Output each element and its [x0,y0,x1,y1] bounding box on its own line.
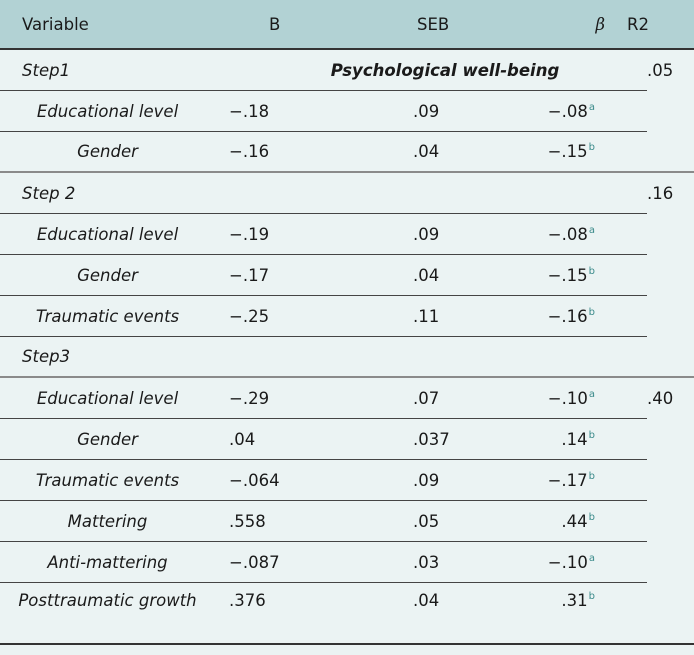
r2-cell [647,501,694,542]
table-row [0,419,694,460]
table-row-main [0,296,647,337]
table-row [0,583,694,645]
table-header [0,0,694,50]
step-label: Step3 [22,347,71,366]
step-row-main [0,337,647,376]
r2-cell [647,542,694,583]
r2-cell: .16 [647,184,674,203]
b-value: −.16 [229,142,270,161]
header-variable: Variable [22,14,89,34]
variable-name: Traumatic events [35,470,180,490]
significance-marker: b [588,429,595,441]
seb-value: .04 [413,591,440,610]
variable-name: Posttraumatic growth [18,591,197,610]
variable-name: Gender [77,429,138,449]
table-row-main [0,501,647,542]
b-value: −.087 [229,552,280,572]
beta-value: −.08 [547,224,588,244]
table-row-main [0,378,647,419]
table-row [0,460,694,501]
significance-marker: a [588,224,595,236]
b-value: −.17 [229,265,270,285]
beta-cell [485,307,605,326]
significance-marker: a [588,552,595,564]
beta-cell [485,225,605,244]
table-row-main [0,255,647,296]
beta-value: −.15 [547,265,588,285]
r2-cell [647,214,694,255]
variable-name: Anti-mattering [47,552,168,572]
beta-cell [485,430,605,449]
table-row [0,378,694,419]
header-beta: β [595,14,605,34]
seb-value: .09 [413,470,440,490]
table-row-main [0,91,647,132]
r2-cell [647,132,694,171]
table-row [0,91,694,132]
beta-cell [485,142,605,161]
seb-value: .037 [413,429,450,449]
table-body [0,50,694,645]
b-value: .376 [229,591,266,610]
table-row [0,255,694,296]
b-value: −.29 [229,388,270,408]
beta-cell [485,553,605,572]
r2-cell [647,419,694,460]
beta-value: .44 [561,511,588,531]
b-value: .04 [229,429,256,449]
beta-cell [485,591,605,610]
step-row-main [0,50,647,91]
beta-cell [485,102,605,121]
step-row [0,337,694,378]
beta-value: −.17 [547,470,588,490]
r2-cell [647,337,694,376]
table-row-main [0,132,647,171]
seb-value: .05 [413,511,440,531]
table-row [0,214,694,255]
r2-cell [647,296,694,337]
b-value: −.064 [229,470,280,490]
seb-value: .09 [413,224,440,244]
variable-name: Gender [77,142,138,161]
r2-cell [647,460,694,501]
step-row [0,173,694,214]
b-value: −.19 [229,224,270,244]
table-row [0,132,694,173]
significance-marker: b [588,511,595,523]
r2-cell: .05 [647,61,674,80]
table-row-main [0,460,647,501]
beta-cell [485,389,605,408]
seb-value: .03 [413,552,440,572]
seb-value: .04 [413,265,440,285]
table-row [0,501,694,542]
significance-marker: b [588,306,595,318]
beta-cell [485,512,605,531]
step-label: Step 2 [22,183,76,203]
seb-value: .09 [413,101,440,121]
significance-marker: b [588,265,595,277]
beta-value: .14 [561,429,588,449]
seb-value: .04 [413,142,440,161]
variable-name: Educational level [36,388,179,408]
beta-value: −.15 [547,142,588,161]
step-row-main [0,173,647,214]
table-title: Psychological well-being [330,60,560,80]
r2-cell [647,255,694,296]
header-b: B [269,14,281,34]
variable-name: Mattering [67,511,148,531]
header-seb: SEB [417,14,450,34]
seb-value: .07 [413,388,440,408]
variable-name: Traumatic events [35,306,180,326]
r2-cell [647,91,694,132]
b-value: .558 [229,511,266,531]
beta-value: −.16 [547,306,588,326]
beta-value: −.10 [547,552,588,572]
beta-value: −.08 [547,101,588,121]
significance-marker: b [588,591,595,602]
table-row [0,542,694,583]
variable-name: Gender [77,265,138,285]
beta-value: .31 [561,591,588,610]
table-row [0,296,694,337]
beta-cell [485,266,605,285]
table-row-main [0,583,647,643]
table-row-main [0,419,647,460]
seb-value: .11 [413,306,440,326]
step-label: Step1 [22,60,71,80]
r2-cell: .40 [647,389,674,408]
beta-cell [485,471,605,490]
significance-marker: b [588,142,595,153]
variable-name: Educational level [36,101,179,121]
beta-value: −.10 [547,388,588,408]
header-r2: R2 [627,14,649,34]
b-value: −.25 [229,306,270,326]
step-row [0,50,694,91]
significance-marker: b [588,470,595,482]
significance-marker: a [588,388,595,400]
r2-cell [647,583,694,643]
significance-marker: a [588,101,595,113]
table-row-main [0,542,647,583]
variable-name: Educational level [36,224,179,244]
b-value: −.18 [229,101,270,121]
table-row-main [0,214,647,255]
